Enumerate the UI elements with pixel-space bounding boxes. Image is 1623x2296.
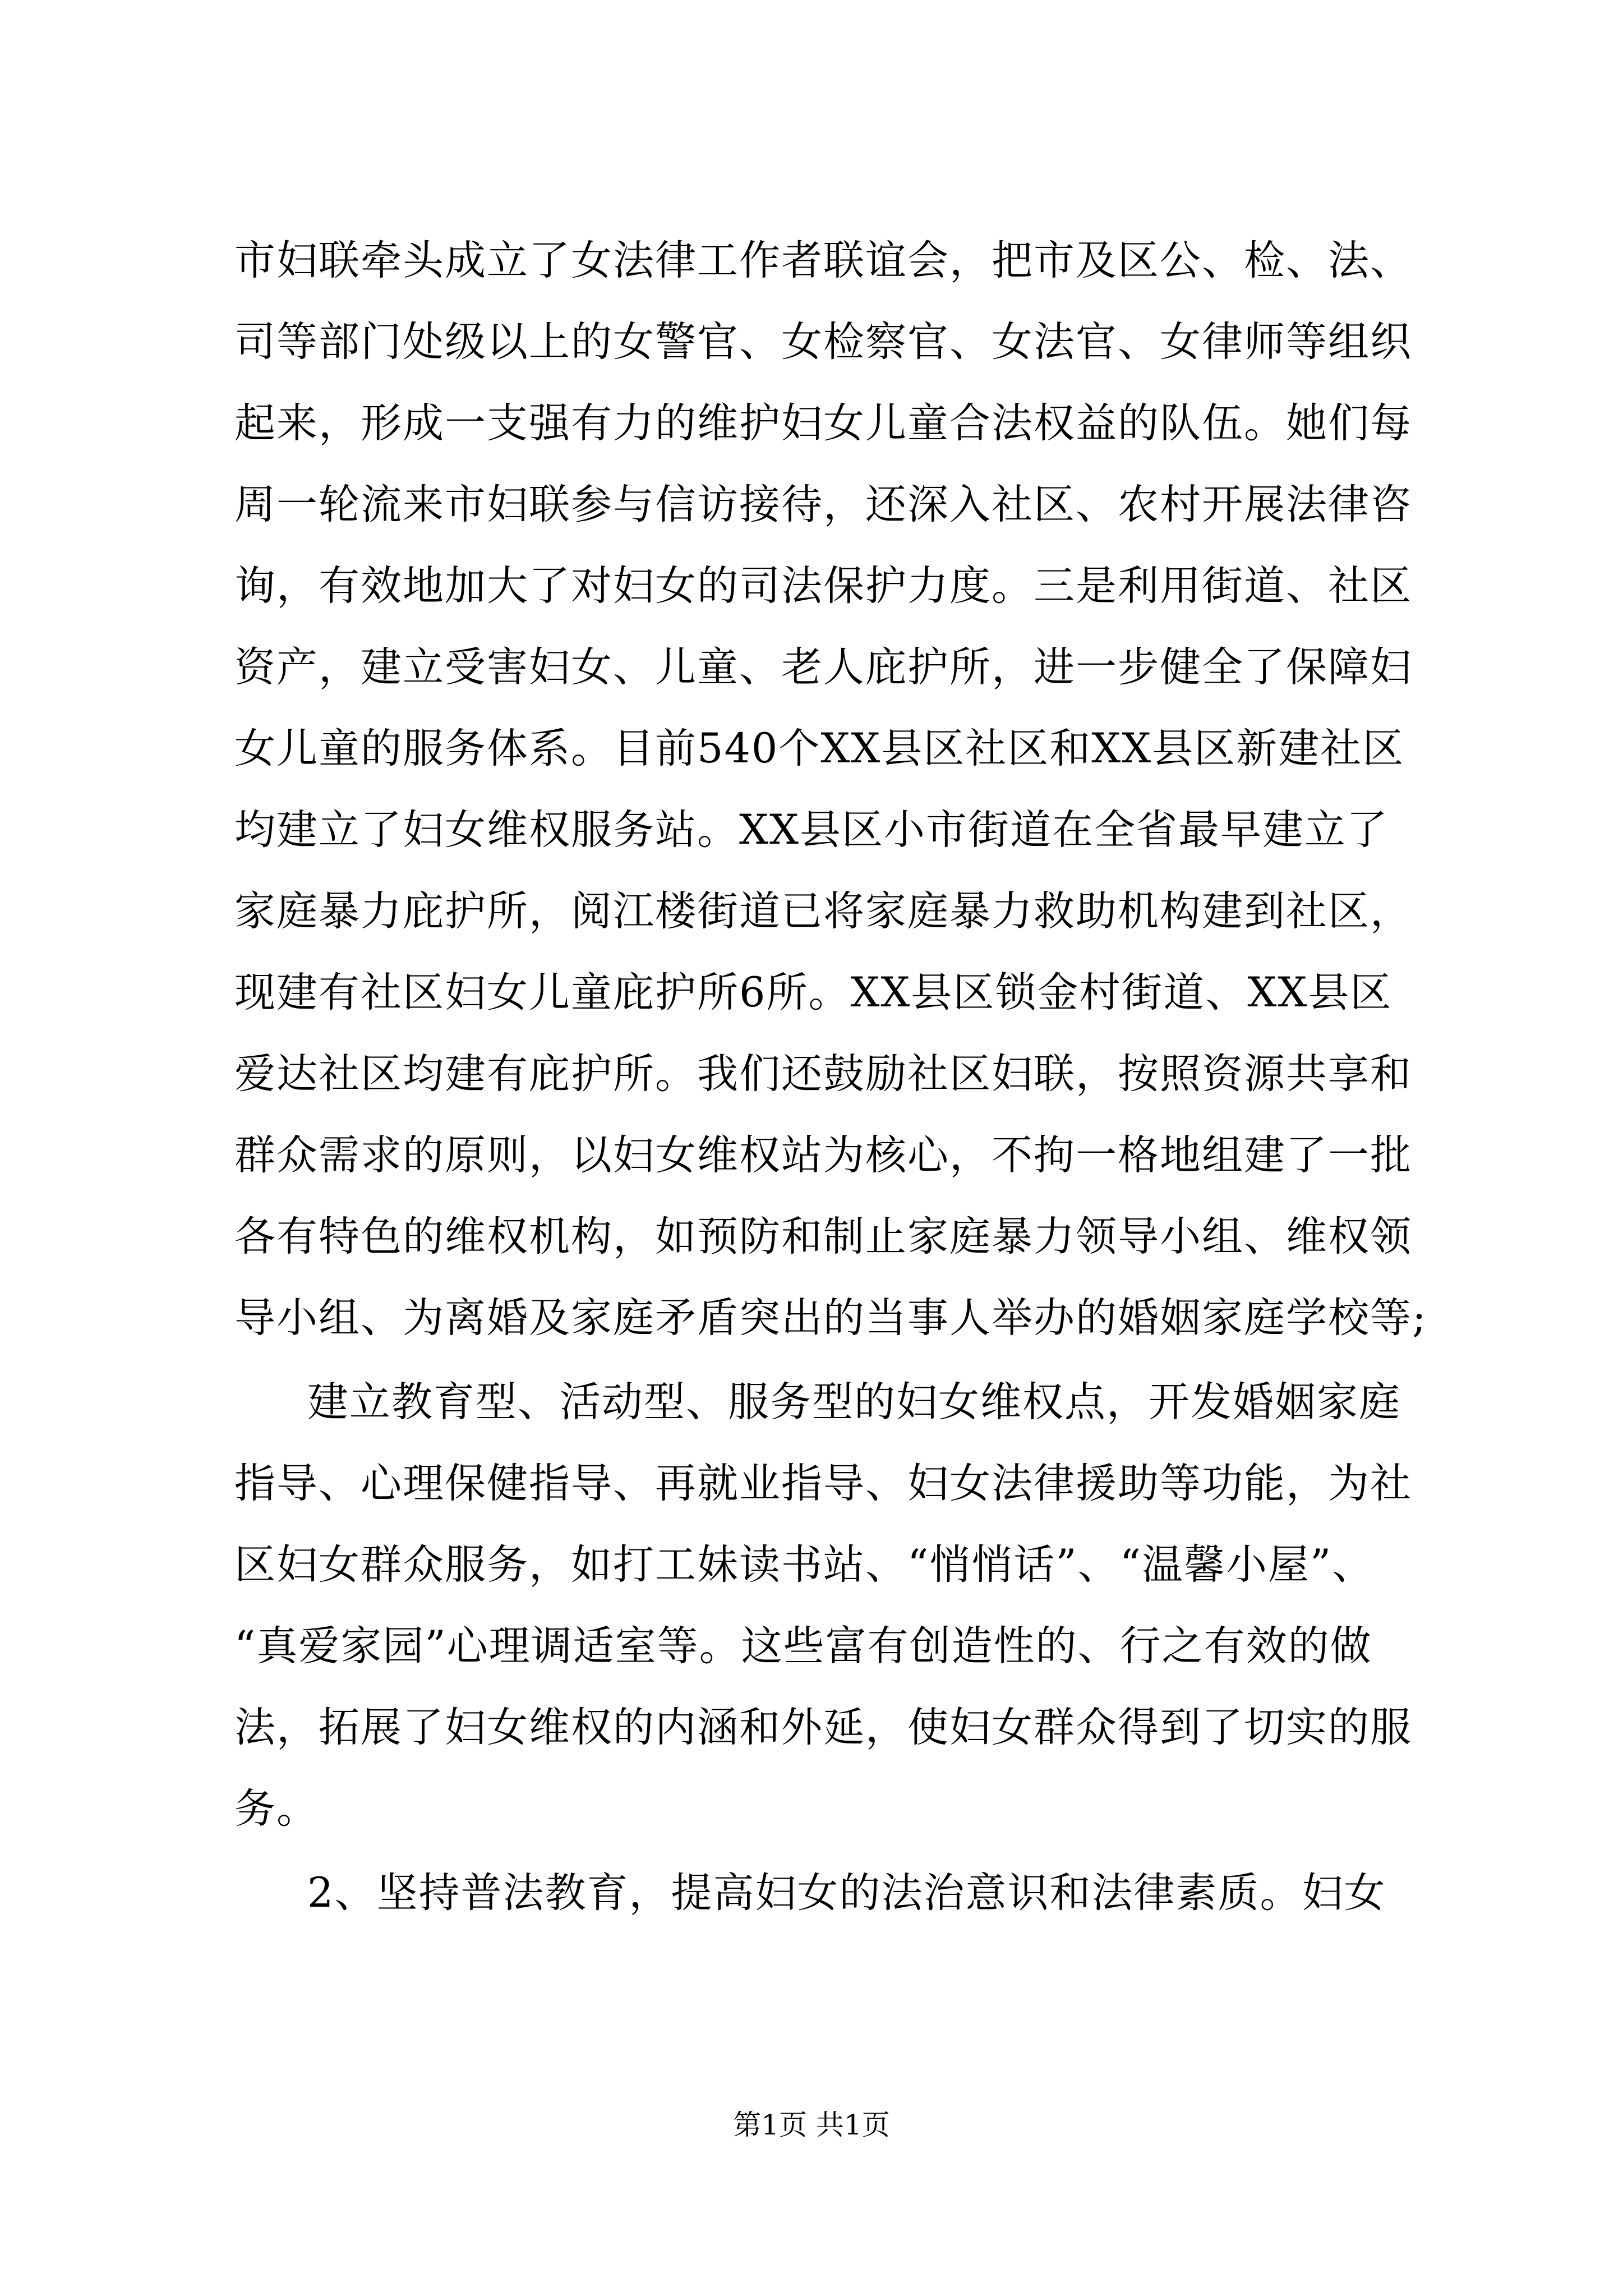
paragraph-line: 家庭暴力庇护所，阅江楼街道已将家庭暴力救助机构建到社区， <box>234 887 1412 935</box>
paragraph-line: 2、坚持普法教育，提高妇女的法治意识和法律素质。妇女 <box>307 1869 1386 1917</box>
paragraph-line: 群众需求的原则，以妇女维权站为核心，不拘一格地组建了一批 <box>234 1131 1412 1179</box>
paragraph-line: 指导、心理保健指导、再就业指导、妇女法律援助等功能，为社 <box>234 1460 1412 1507</box>
paragraph-line: 周一轮流来市妇联参与信访接待，还深入社区、农村开展法律咨 <box>234 481 1412 528</box>
paragraph-line: 女儿童的服务体系。目前540个XX县区社区和XX县区新建社区 <box>234 725 1405 772</box>
paragraph-line: 建立教育型、活动型、服务型的妇女维权点，开发婚姻家庭 <box>307 1378 1401 1426</box>
paragraph-line: 资产，建立受害妇女、儿童、老人庇护所，进一步健全了保障妇 <box>234 643 1412 691</box>
paragraph-line: “真爱家园”心理调适室等。这些富有创造性的、行之有效的做 <box>234 1622 1372 1670</box>
page-footer: 第1页 共1页 <box>733 2109 890 2141</box>
paragraph-line: 导小组、为离婚及家庭矛盾突出的当事人举办的婚姻家庭学校等; <box>234 1294 1427 1342</box>
paragraph-line: 询，有效地加大了对妇女的司法保护力度。三是利用街道、社区 <box>234 562 1412 610</box>
paragraph-line: 市妇联牵头成立了女法律工作者联谊会，把市及区公、检、法、 <box>234 237 1412 284</box>
paragraph-line: 区妇女群众服务，如打工妹读书站、“悄悄话”、“温馨小屋”、 <box>234 1541 1375 1589</box>
paragraph-line: 起来，形成一支强有力的维护妇女儿童合法权益的队伍。她们每 <box>234 399 1412 447</box>
paragraph-line: 现建有社区妇女儿童庇护所6所。XX县区锁金村街道、XX县区 <box>234 969 1393 1016</box>
paragraph-line: 均建立了妇女维权服务站。XX县区小市街道在全省最早建立了 <box>234 806 1389 854</box>
paragraph-line: 法，拓展了妇女维权的内涵和外延，使妇女群众得到了切实的服 <box>234 1704 1412 1751</box>
paragraph-line: 司等部门处级以上的女警官、女检察官、女法官、女律师等组织 <box>234 318 1412 366</box>
paragraph-line: 爱达社区均建有庇护所。我们还鼓励社区妇联，按照资源共享和 <box>234 1050 1412 1098</box>
paragraph-line: 务。 <box>234 1785 319 1833</box>
paragraph-line: 各有特色的维权机构，如预防和制止家庭暴力领导小组、维权领 <box>234 1213 1412 1260</box>
